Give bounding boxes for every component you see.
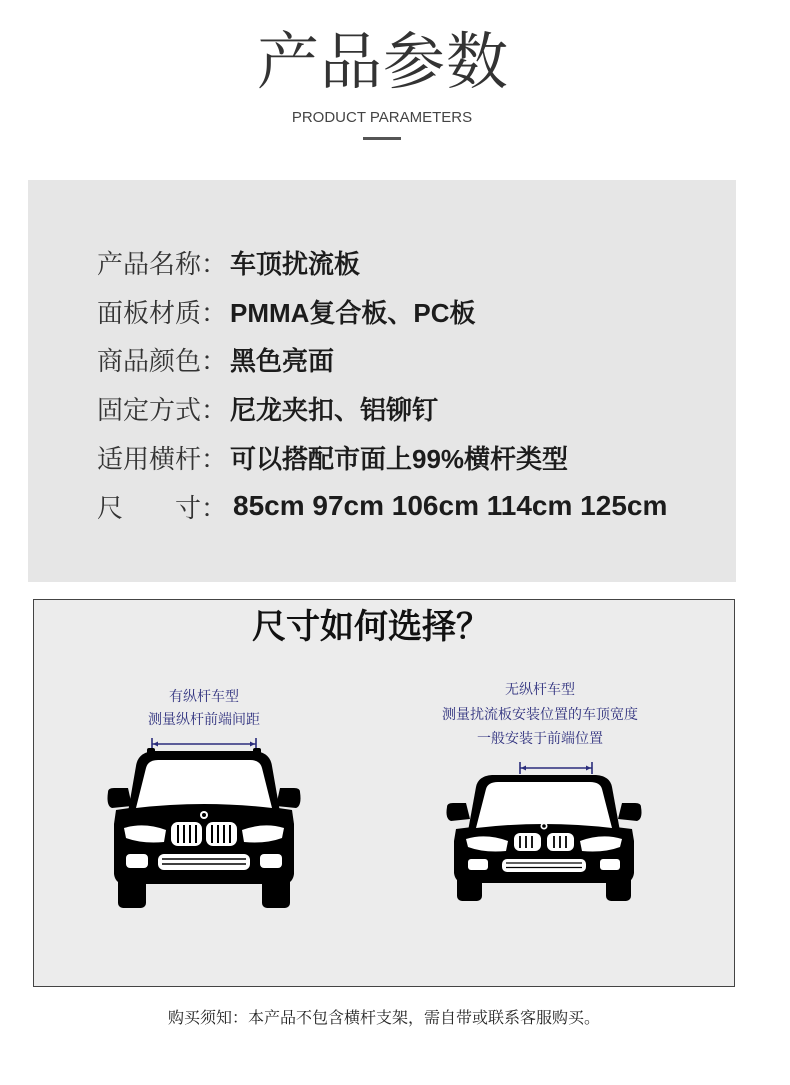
without-rails-note: 一般安装于前端位置 <box>477 731 603 747</box>
page-subtitle: PRODUCT PARAMETERS <box>291 109 473 126</box>
param-row-compatible-crossbar <box>97 433 717 482</box>
mirror-right <box>276 788 301 808</box>
param-value: PMMA复合板、PC板 <box>230 297 476 328</box>
arrow-head-left <box>153 742 158 747</box>
parameters-list <box>97 238 717 531</box>
param-row-color <box>97 336 717 385</box>
sedan-front-silhouette-icon <box>444 771 644 904</box>
with-rails-type-label: 有纵杆车型 <box>169 689 239 705</box>
param-label: 适用横杆： <box>97 444 228 475</box>
param-label: 尺 寸： <box>97 492 228 523</box>
fog-light-right <box>260 854 282 868</box>
fog-light-left <box>126 854 148 868</box>
param-row-size <box>97 482 717 531</box>
windshield <box>476 782 612 828</box>
param-value: 尼龙夹扣、铝铆钉 <box>230 395 439 426</box>
without-rails-instruction: 测量扰流板安装位置的车顶宽度 <box>442 707 638 723</box>
param-row-material <box>97 287 717 336</box>
without-rails-type-label: 无纵杆车型 <box>505 682 575 698</box>
fog-light-right <box>600 859 620 870</box>
arrow-head-left <box>521 766 526 771</box>
lower-intake <box>502 859 586 872</box>
size-guide-title: 尺寸如何选择？ <box>252 607 490 647</box>
mirror-left <box>108 788 133 808</box>
param-value: 车顶扰流板 <box>230 248 361 279</box>
mirror-right <box>618 803 642 821</box>
windshield <box>136 760 272 808</box>
param-value: 黑色亮面 <box>230 346 335 377</box>
wheel-right <box>262 872 290 908</box>
suv-front-silhouette-icon <box>104 748 304 912</box>
param-label: 面板材质： <box>97 297 228 328</box>
param-label: 商品颜色： <box>97 346 228 377</box>
wheel-left <box>118 872 146 908</box>
param-value: 可以搭配市面上99%横杆类型 <box>230 444 569 475</box>
wheel-left <box>457 871 482 901</box>
param-row-fixing-method <box>97 384 717 433</box>
param-label: 固定方式： <box>97 395 228 426</box>
page-title: 产品参数 <box>256 25 509 98</box>
param-row-product-name <box>97 238 717 287</box>
grille-left <box>171 822 202 846</box>
lower-intake <box>158 854 250 870</box>
arrow-head-right <box>586 766 591 771</box>
title-underline <box>363 137 401 140</box>
purchase-notice: 购买须知：本产品不包含横杆支架，需自带或联系客服购买。 <box>167 1008 600 1027</box>
arrow-head-right <box>250 742 255 747</box>
wheel-right <box>606 871 631 901</box>
param-value: 85cm 97cm 106cm 114cm 125cm <box>233 490 668 522</box>
grille-right <box>206 822 237 846</box>
with-rails-instruction: 测量纵杆前端间距 <box>148 712 260 728</box>
mirror-left <box>447 803 471 821</box>
fog-light-left <box>468 859 488 870</box>
param-label: 产品名称： <box>97 248 228 279</box>
grille-left <box>514 833 541 851</box>
